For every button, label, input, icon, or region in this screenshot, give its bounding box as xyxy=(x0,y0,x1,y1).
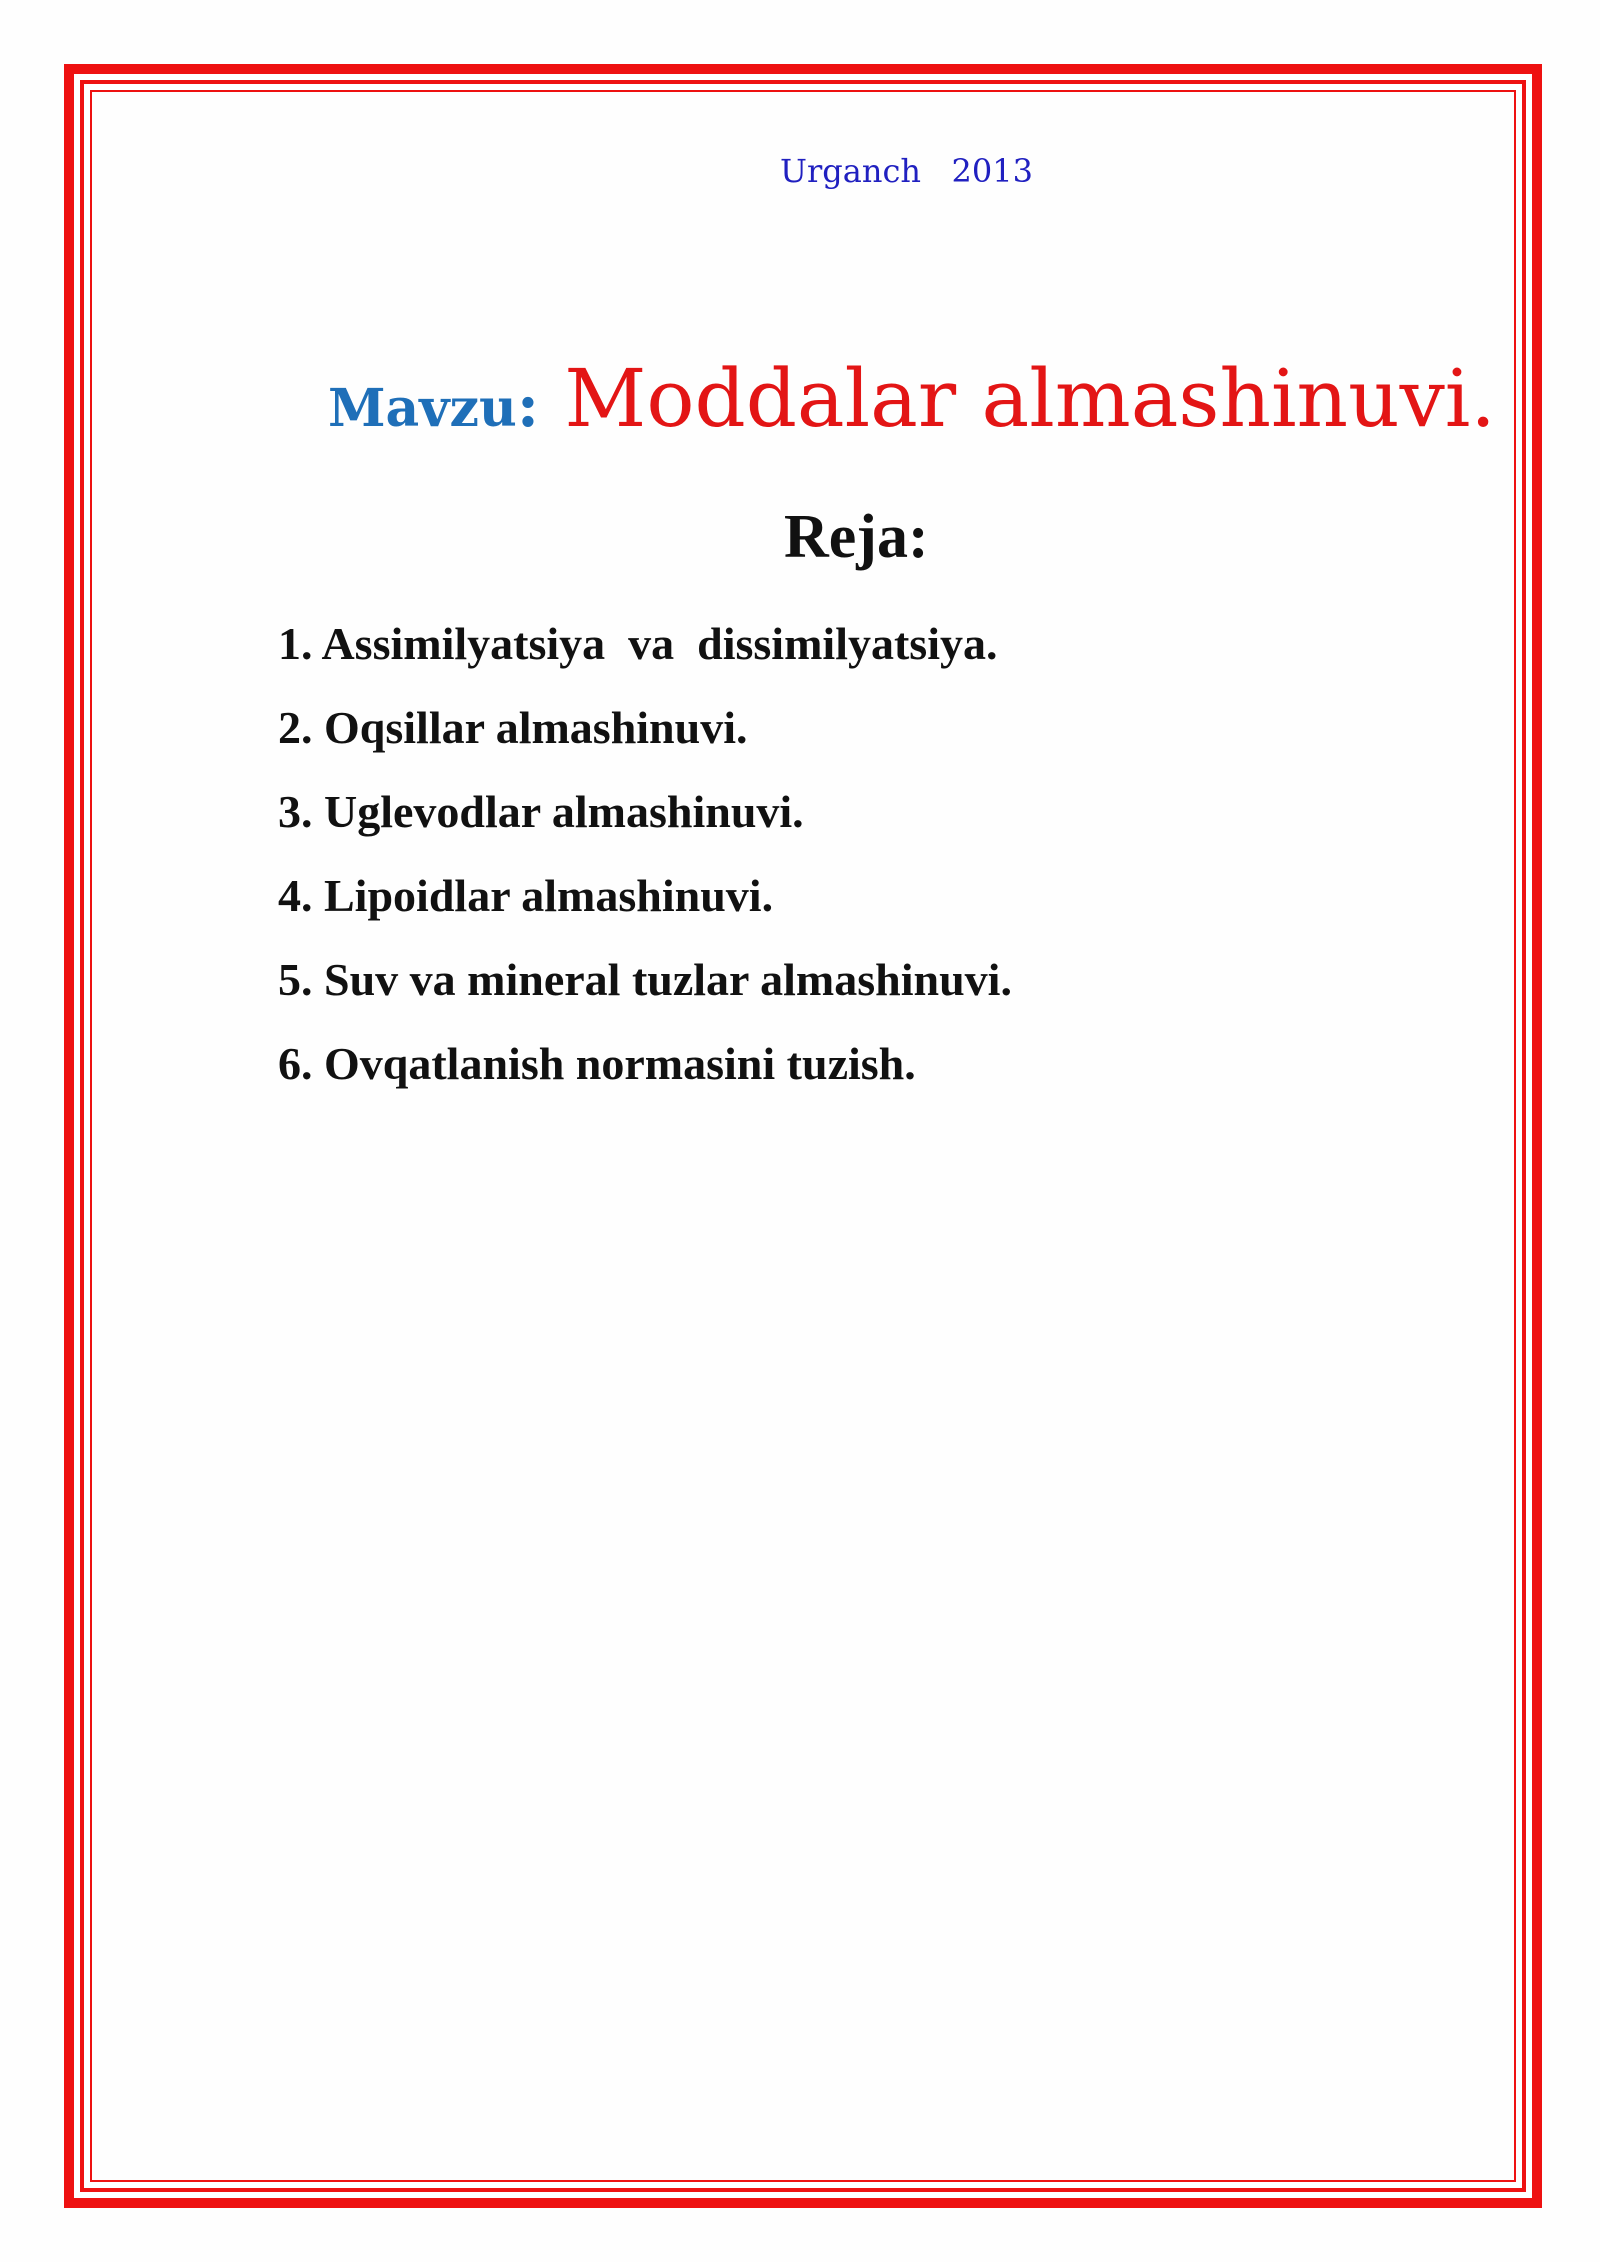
topic-colon: : xyxy=(516,371,539,441)
plan-item: 1. Assimilyatsiya va dissimilyatsiya. xyxy=(278,618,998,669)
plan-item: 3. Uglevodlar almashinuvi. xyxy=(278,786,804,837)
place-year-line: Urganch 2013 xyxy=(780,152,1033,190)
plan-heading: Reja: xyxy=(784,503,929,571)
plan-item: 5. Suv va mineral tuzlar almashinuvi. xyxy=(278,954,1012,1005)
topic-text: Moddalar almashinuvi. xyxy=(538,352,1496,445)
topic-title xyxy=(328,352,1496,445)
topic-label: Mavzu xyxy=(328,378,517,439)
plan-item: 6. Ovqatlanish normasini tuzish. xyxy=(278,1038,916,1089)
plan-list xyxy=(278,612,1012,1116)
plan-item: 4. Lipoidlar almashinuvi. xyxy=(278,870,774,921)
plan-item: 2. Oqsillar almashinuvi. xyxy=(278,702,748,753)
